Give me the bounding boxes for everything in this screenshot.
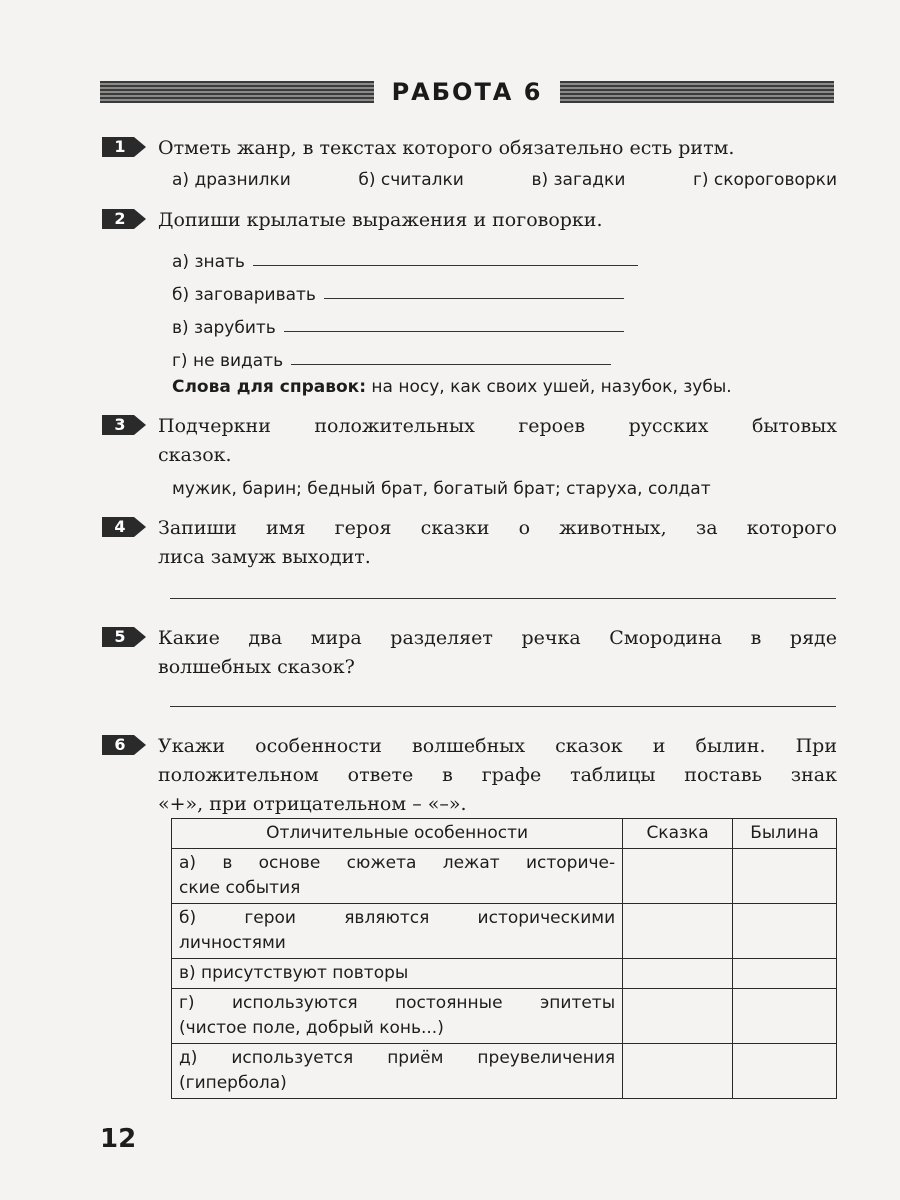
task-question-line-3: «+», при отрицательном – «–». <box>158 793 467 815</box>
item-label: в) зарубить <box>172 318 276 338</box>
answer-line[interactable] <box>170 598 836 599</box>
skazka-cell[interactable] <box>623 1044 733 1099</box>
item-label: а) знать <box>172 252 245 272</box>
hero-words[interactable]: мужик, барин; бедный брат, богатый брат; старуха, солдат <box>172 479 711 499</box>
task-question-line-2: положительном ответе в графе таблицы поставь знак <box>158 764 837 786</box>
page-number: 12 <box>100 1124 137 1154</box>
feature-cell <box>172 1044 623 1099</box>
bylina-cell[interactable] <box>733 1044 837 1099</box>
blank-row-d <box>172 338 837 371</box>
task-question-line-1: Запиши имя героя сказки о животных, за которого <box>158 517 837 539</box>
task-question-line-1: Подчеркни положительных героев русских бытовых <box>158 415 837 437</box>
task-number: 3 <box>114 415 126 434</box>
task-question-line-2: сказок. <box>158 444 232 466</box>
task-question: Допиши крылатые выражения и поговорки. <box>158 209 603 231</box>
table-row <box>172 959 837 989</box>
feature-line: г) используются постоянные эпитеты <box>179 993 616 1013</box>
task-number-badge <box>102 209 148 229</box>
feature-cell <box>172 989 623 1044</box>
header-bylina: Былина <box>733 819 837 849</box>
bylina-cell[interactable] <box>733 989 837 1044</box>
skazka-cell[interactable] <box>623 849 733 904</box>
title-stripe-left <box>100 81 374 103</box>
task-question-line-2: волшебных сказок? <box>158 656 355 678</box>
task-question-line-1: Укажи особенности волшебных сказок и былин. При <box>158 735 837 757</box>
task-2 <box>102 206 837 404</box>
task-number: 5 <box>114 627 126 646</box>
task-question-line-2: лиса замуж выходит. <box>158 546 371 568</box>
feature-cell <box>172 904 623 959</box>
task-4 <box>102 514 837 572</box>
option-a[interactable]: а) дразнилки <box>172 170 291 190</box>
answer-blank[interactable] <box>291 364 611 365</box>
page-title: РАБОТА 6 <box>391 78 543 106</box>
feature-line: (чистое поле, добрый конь...) <box>179 1018 444 1038</box>
skazka-cell[interactable] <box>623 989 733 1044</box>
header-skazka: Сказка <box>623 819 733 849</box>
table-row <box>172 904 837 959</box>
feature-line: (гипербола) <box>179 1073 287 1093</box>
table-header-row <box>172 819 837 849</box>
task-number: 1 <box>114 137 126 156</box>
task-number: 4 <box>114 517 126 536</box>
skazka-cell[interactable] <box>623 904 733 959</box>
task-number-badge <box>102 137 148 157</box>
bylina-cell[interactable] <box>733 849 837 904</box>
task-question-line-1: Какие два мира разделяет речка Смородина в ряде <box>158 627 837 649</box>
bylina-cell[interactable] <box>733 959 837 989</box>
answer-blank[interactable] <box>253 265 638 266</box>
feature-cell <box>172 849 623 904</box>
answer-options <box>172 165 837 195</box>
task-number-badge <box>102 517 148 537</box>
task-question: Отметь жанр, в текстах которого обязательно есть ритм. <box>158 137 735 159</box>
feature-cell <box>172 959 623 989</box>
item-label: г) не видать <box>172 351 284 371</box>
option-b[interactable]: б) считалки <box>358 170 464 190</box>
option-c[interactable]: в) загадки <box>531 170 626 190</box>
task-6 <box>102 732 837 819</box>
feature-line: б) герои являются историческими <box>179 908 616 928</box>
table-row <box>172 1044 837 1099</box>
task-number-badge <box>102 735 148 755</box>
item-label: б) заговаривать <box>172 285 316 305</box>
page-title-bar <box>100 72 834 112</box>
header-features: Отличительные особенности <box>172 819 623 849</box>
task-number-badge <box>102 627 148 647</box>
table-row <box>172 989 837 1044</box>
task-number: 6 <box>114 735 126 754</box>
feature-line: д) используется приём преувеличения <box>179 1048 616 1068</box>
skazka-cell[interactable] <box>623 959 733 989</box>
feature-line: в) присутствуют повторы <box>179 963 409 983</box>
task-3 <box>102 412 837 506</box>
feature-line: личностями <box>179 933 286 953</box>
answer-line[interactable] <box>170 706 836 707</box>
features-table <box>171 818 837 1099</box>
hint-label: Слова для справок: <box>172 377 367 397</box>
title-stripe-right <box>560 81 834 103</box>
blank-row-c <box>172 305 837 338</box>
hint-text: на носу, как своих ушей, назубок, зубы. <box>366 377 732 397</box>
answer-blank[interactable] <box>324 298 624 299</box>
task-5 <box>102 624 837 682</box>
feature-line: а) в основе сюжета лежат историче- <box>179 853 616 873</box>
answer-blank[interactable] <box>284 331 624 332</box>
bylina-cell[interactable] <box>733 904 837 959</box>
task-number: 2 <box>114 209 126 228</box>
blank-row-a <box>172 239 837 272</box>
task-number-badge <box>102 415 148 435</box>
feature-line: ские события <box>179 878 301 898</box>
table-row <box>172 849 837 904</box>
blank-row-b <box>172 272 837 305</box>
task-1 <box>102 134 837 195</box>
option-d[interactable]: г) скороговорки <box>692 170 837 190</box>
hint-line <box>172 371 837 404</box>
